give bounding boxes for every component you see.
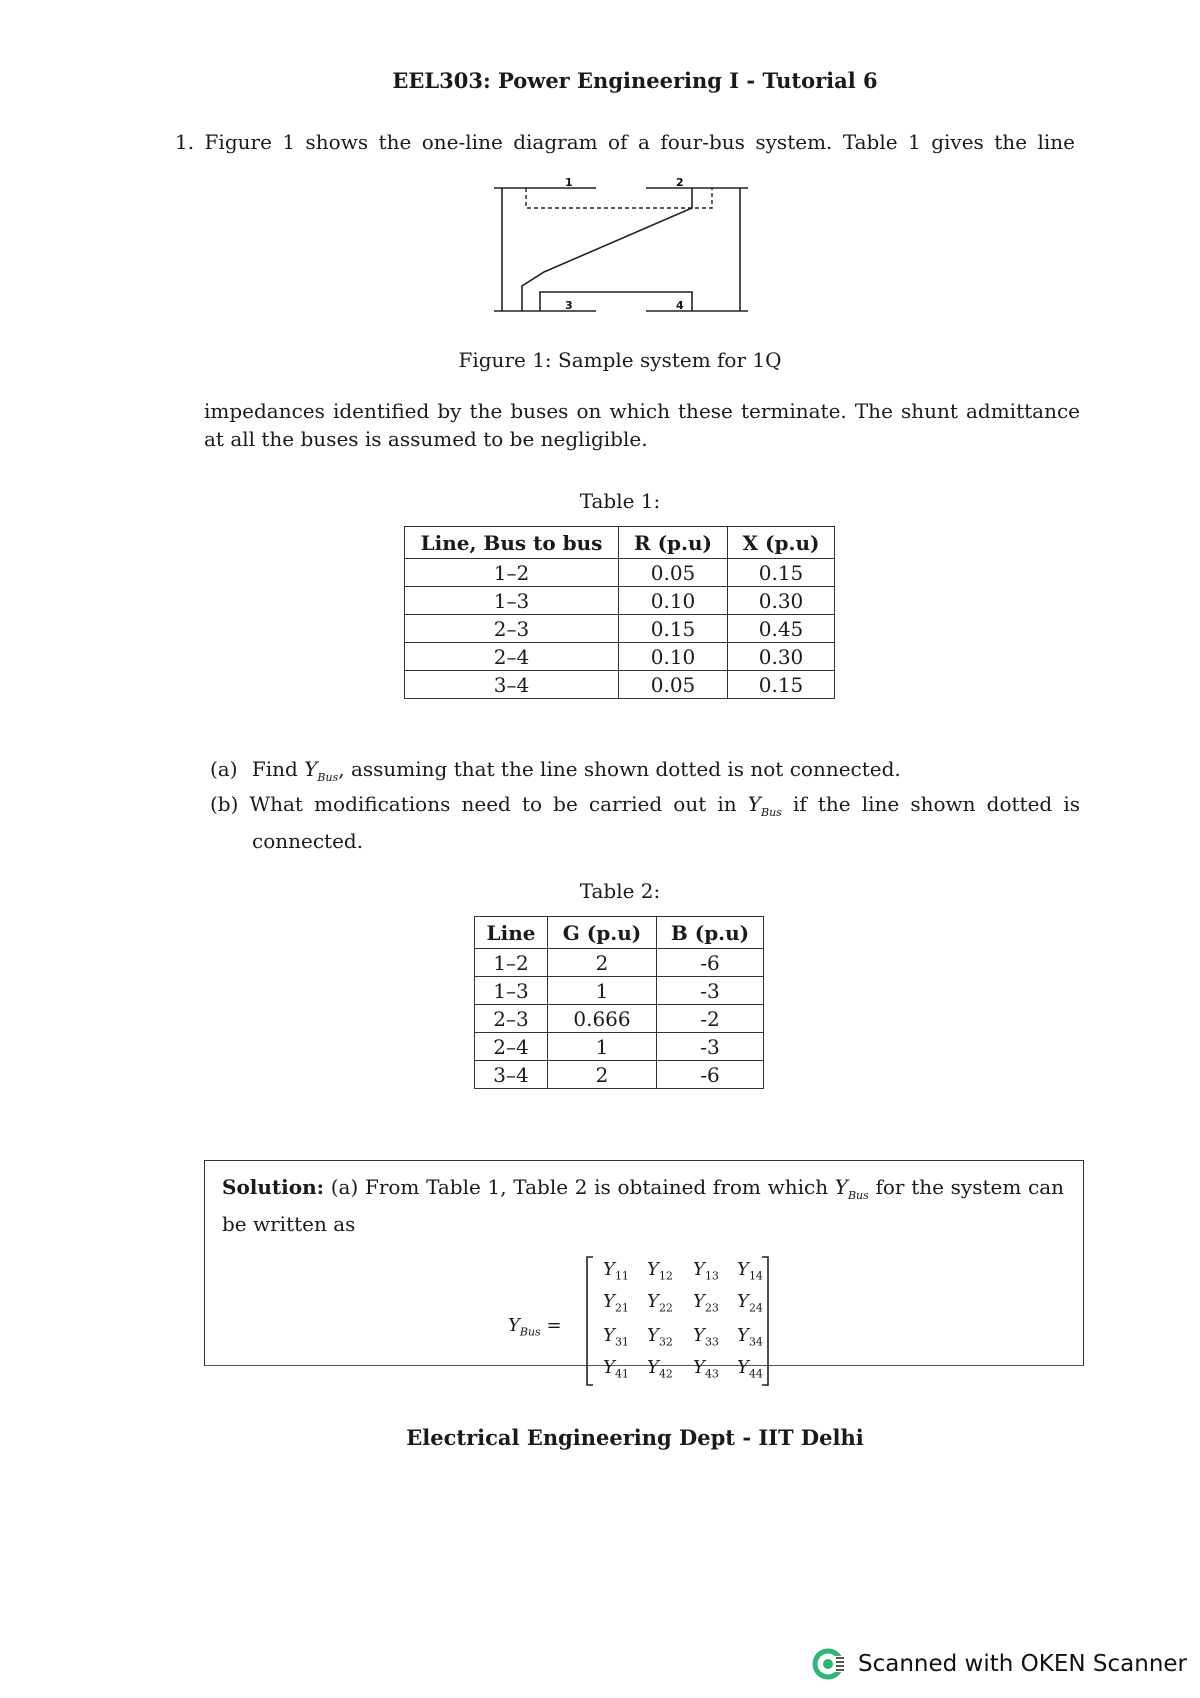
matrix-element-index: 21: [614, 1301, 629, 1315]
matrix-element-index: 12: [658, 1269, 673, 1283]
continuation-line-1: impedances identified by the buses on which these terminate. The shunt admittance: [204, 399, 1080, 423]
solution-text-pre: (a) From Table 1, Table 2 is obtained from which: [324, 1175, 835, 1199]
table-cell: 0.05: [619, 559, 728, 587]
table2-header-b: B (p.u): [657, 917, 764, 949]
table-cell: 3–4: [405, 671, 619, 699]
question-intro: [175, 130, 1075, 154]
matrix-element-index: 24: [748, 1301, 763, 1315]
matrix-element-index: 32: [658, 1335, 673, 1349]
matrix-element: $Y_{13}$: [693, 1259, 719, 1283]
table-cell: -6: [657, 949, 764, 977]
table-cell: 1: [548, 1033, 657, 1061]
table-row: [405, 615, 835, 643]
matrix-element-index: 42: [658, 1367, 673, 1381]
matrix-element: $Y_{43}$: [693, 1357, 719, 1381]
table2-caption: Table 2:: [579, 879, 661, 903]
ybus-lhs: [508, 1315, 562, 1339]
table-cell: -6: [657, 1061, 764, 1089]
bus-label-1: 1: [565, 178, 573, 189]
table-cell: 1–3: [405, 587, 619, 615]
part-b-sub: Bus: [761, 806, 782, 819]
matrix-element: $Y_{44}$: [737, 1357, 763, 1381]
bus-label-3: 3: [565, 299, 573, 312]
figure-caption: Figure 1: Sample system for 1Q: [458, 348, 782, 372]
matrix-element-index: 43: [704, 1367, 719, 1381]
table-cell: 0.10: [619, 587, 728, 615]
line-1-2-dotted: [526, 188, 712, 208]
question-continuation: [204, 397, 1080, 453]
matrix-element: $Y_{21}$: [603, 1291, 629, 1315]
matrix-element: $Y_{24}$: [737, 1291, 763, 1315]
matrix-element-index: 41: [614, 1367, 629, 1381]
table1-header-line: Line, Bus to bus: [405, 527, 619, 559]
question-number: 1.: [175, 130, 195, 154]
part-b-label: (b): [210, 792, 239, 816]
part-b: [210, 790, 1080, 856]
matrix-element-index: 33: [704, 1335, 719, 1349]
table-cell: 2–3: [405, 615, 619, 643]
table2-header-g: G (p.u): [548, 917, 657, 949]
table-cell: 1: [548, 977, 657, 1005]
table1-header-r: R (p.u): [619, 527, 728, 559]
table-cell: 0.15: [619, 615, 728, 643]
solution-text: [222, 1173, 1064, 1239]
matrix-element: $Y_{31}$: [603, 1325, 629, 1349]
scanner-watermark: [812, 1646, 1187, 1682]
matrix-element: $Y_{34}$: [737, 1325, 763, 1349]
table-cell: 0.45: [728, 615, 835, 643]
bus-label-4: 4: [676, 299, 684, 312]
matrix-element-index: 34: [748, 1335, 763, 1349]
part-b-pre: What modifications need to be carried out in: [249, 792, 748, 816]
matrix-element: $Y_{22}$: [647, 1291, 673, 1315]
table-row: [405, 643, 835, 671]
part-a-pre: Find: [251, 757, 305, 781]
table-cell: 1–3: [475, 977, 548, 1005]
table2-header-line: Line: [475, 917, 548, 949]
table-cell: -3: [657, 977, 764, 1005]
part-a-sub: Bus: [317, 771, 339, 784]
table-cell: 0.666: [548, 1005, 657, 1033]
page-footer: Electrical Engineering Dept - IIT Delhi: [406, 1425, 864, 1450]
table-cell: 2: [548, 949, 657, 977]
page-title: EEL303: Power Engineering I - Tutorial 6: [392, 68, 878, 93]
matrix-element: $Y_{32}$: [647, 1325, 673, 1349]
table-row: [405, 671, 835, 699]
table1-header-x: X (p.u): [728, 527, 835, 559]
table-cell: 3–4: [475, 1061, 548, 1089]
oken-scanner-logo-icon: [812, 1646, 848, 1682]
matrix-element: $Y_{41}$: [603, 1357, 629, 1381]
ybus-lhs-eq: =: [540, 1315, 562, 1336]
matrix-element: $Y_{11}$: [603, 1259, 629, 1283]
table-cell: 0.30: [728, 587, 835, 615]
table-cell: 1–2: [475, 949, 548, 977]
table2-header-row: [475, 917, 764, 949]
part-a-sym: Y: [304, 757, 318, 781]
table-row: [405, 559, 835, 587]
part-a-post: , assuming that the line shown dotted is not connected.: [338, 757, 901, 781]
part-a: [210, 755, 1080, 792]
matrix-element-index: 13: [704, 1269, 719, 1283]
part-b-sym: Y: [747, 792, 761, 816]
solution-sub: Bus: [847, 1189, 869, 1202]
scanner-text: Scanned with OKEN Scanner: [858, 1651, 1187, 1677]
matrix-element-index: 44: [748, 1367, 763, 1381]
table1: [404, 526, 835, 699]
table-cell: 2: [548, 1061, 657, 1089]
ybus-lhs-sym: Y: [508, 1315, 520, 1336]
table-cell: 0.15: [728, 671, 835, 699]
table-row: [475, 1061, 764, 1089]
matrix-element-index: 14: [748, 1269, 763, 1283]
table-row: [475, 1005, 764, 1033]
table-cell: 0.15: [728, 559, 835, 587]
table2: [474, 916, 764, 1089]
table-cell: -2: [657, 1005, 764, 1033]
table1-caption: Table 1:: [579, 489, 661, 513]
table-cell: 2–4: [475, 1033, 548, 1061]
table-cell: 2–3: [475, 1005, 548, 1033]
bus-label-2: 2: [676, 178, 684, 189]
solution-text-post: for the system can be written as: [222, 1175, 1065, 1236]
table-row: [405, 587, 835, 615]
solution-sym: Y: [834, 1175, 848, 1199]
table-cell: 0.05: [619, 671, 728, 699]
ybus-matrix: [585, 1255, 770, 1387]
matrix-element-index: 11: [614, 1269, 629, 1283]
solution-label: Solution:: [222, 1175, 325, 1199]
table-cell: -3: [657, 1033, 764, 1061]
continuation-line-2: at all the buses is assumed to be negligible.: [204, 427, 648, 451]
ybus-lhs-sub: Bus: [519, 1325, 541, 1339]
matrix-element: $Y_{42}$: [647, 1357, 673, 1381]
table-row: [475, 1033, 764, 1061]
table1-header-row: [405, 527, 835, 559]
table-row: [475, 977, 764, 1005]
matrix-element: $Y_{12}$: [647, 1259, 673, 1283]
part-b-post2: connected.: [252, 829, 364, 853]
matrix-element: $Y_{33}$: [693, 1325, 719, 1349]
table-cell: 0.30: [728, 643, 835, 671]
matrix-element-index: 22: [658, 1301, 673, 1315]
table-cell: 0.10: [619, 643, 728, 671]
part-b-post: if the line shown dotted is: [781, 792, 1081, 816]
matrix-element-index: 23: [704, 1301, 719, 1315]
line-3-4: [540, 292, 692, 311]
table-cell: 2–4: [405, 643, 619, 671]
part-a-label: (a): [210, 757, 238, 781]
matrix-element-index: 31: [614, 1335, 629, 1349]
matrix-element: $Y_{14}$: [737, 1259, 763, 1283]
question-intro-text: Figure 1 shows the one-line diagram of a four-bus system. Table 1 gives the line: [204, 130, 1075, 154]
table-cell: 1–2: [405, 559, 619, 587]
matrix-element: $Y_{23}$: [693, 1291, 719, 1315]
one-line-diagram: [486, 178, 756, 320]
table-row: [475, 949, 764, 977]
